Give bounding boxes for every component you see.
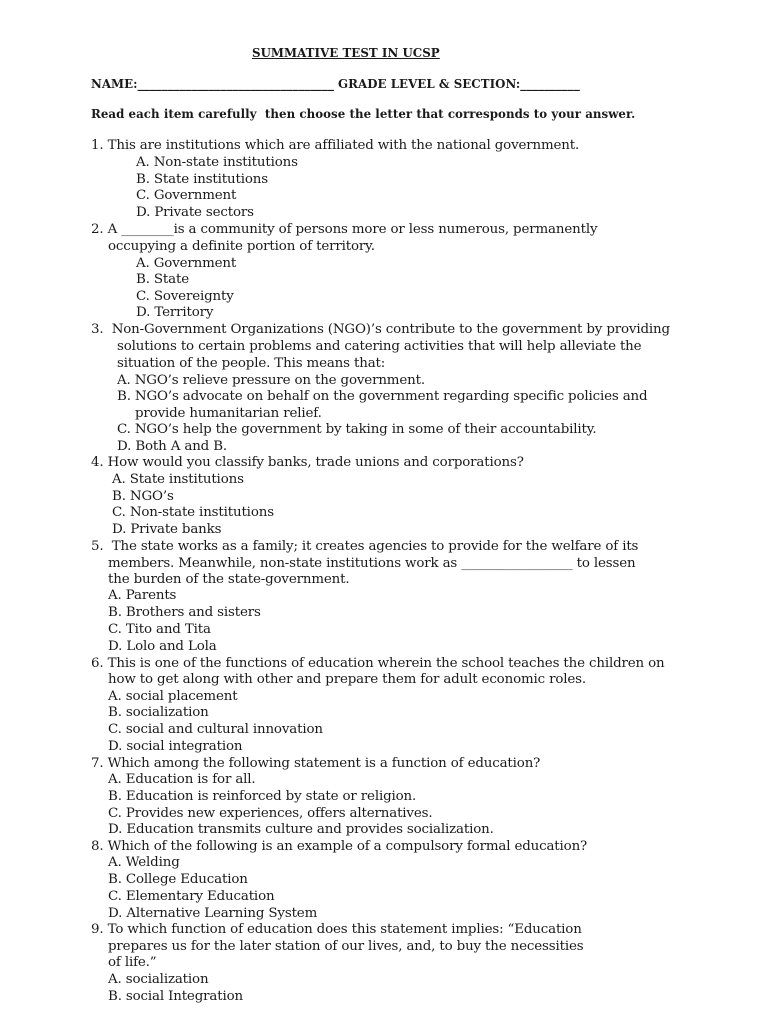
q3-choice-a: A. NGO’s relieve pressure on the government. (117, 373, 425, 388)
q3-choice-d: D. Both A and B. (117, 439, 227, 454)
q3-choice-b: B. NGO’s advocate on behalf on the government regarding specific policies and (117, 389, 648, 404)
q4-choice-b: B. NGO’s (112, 489, 174, 504)
q7-choice-d: D. Education transmits culture and provides socialization. (108, 822, 494, 837)
question-9-stem-cont: of life.” (108, 955, 157, 970)
q8-choice-b: B. College Education (108, 872, 248, 887)
question-6-stem-cont: how to get along with other and prepare them for adult economic roles. (108, 672, 587, 687)
q9-choice-a: A. socialization (108, 972, 209, 987)
q4-choice-d: D. Private banks (112, 522, 222, 537)
q2-choice-b: B. State (136, 272, 189, 287)
question-3-stem-cont: solutions to certain problems and catering activities that will help alleviate the (117, 339, 642, 354)
question-2-stem-cont: occupying a definite portion of territory. (108, 239, 375, 254)
q4-choice-c: C. Non-state institutions (112, 505, 274, 520)
q7-choice-a: A. Education is for all. (108, 772, 256, 787)
question-9-stem: 9. To which function of education does this statement implies: “Education (91, 922, 582, 937)
q6-choice-d: D. social integration (108, 739, 243, 754)
question-5-stem-cont: members. Meanwhile, non-state institutions work as _________________ to lessen (108, 556, 636, 571)
q9-choice-b: B. social Integration (108, 989, 243, 1004)
q7-choice-c: C. Provides new experiences, offers alternatives. (108, 806, 433, 821)
q6-choice-c: C. social and cultural innovation (108, 722, 323, 737)
question-6-stem: 6. This is one of the functions of education wherein the school teaches the children on (91, 656, 665, 671)
question-5-stem-cont: the burden of the state-government. (108, 572, 350, 587)
q8-choice-d: D. Alternative Learning System (108, 906, 318, 921)
q5-choice-b: B. Brothers and sisters (108, 605, 261, 620)
page-title: SUMMATIVE TEST IN UCSP (252, 46, 440, 60)
q8-choice-a: A. Welding (108, 855, 180, 870)
q5-choice-c: C. Tito and Tita (108, 622, 211, 637)
q3-choice-b-cont: provide humanitarian relief. (135, 406, 322, 421)
q1-choice-c: C. Government (136, 188, 237, 203)
instructions: Read each item carefully then choose the letter that corresponds to your answer. (91, 107, 636, 121)
question-1-stem: 1. This are institutions which are affiliated with the national government. (91, 138, 580, 153)
q2-choice-d: D. Territory (136, 305, 214, 320)
question-3-stem-cont: situation of the people. This means that: (117, 356, 386, 371)
q1-choice-d: D. Private sectors (136, 205, 254, 220)
q4-choice-a: A. State institutions (112, 472, 244, 487)
q5-choice-d: D. Lolo and Lola (108, 639, 217, 654)
q2-choice-a: A. Government (136, 256, 237, 271)
q6-choice-a: A. social placement (108, 689, 238, 704)
question-5-stem: 5. The state works as a family; it creates agencies to provide for the welfare of its (91, 539, 639, 554)
q7-choice-b: B. Education is reinforced by state or religion. (108, 789, 417, 804)
q6-choice-b: B. socialization (108, 705, 209, 720)
question-9-stem-cont: prepares us for the later station of our lives, and, to buy the necessities (108, 939, 584, 954)
question-4-stem: 4. How would you classify banks, trade unions and corporations? (91, 455, 524, 470)
q2-choice-c: C. Sovereignty (136, 289, 234, 304)
q8-choice-c: C. Elementary Education (108, 889, 275, 904)
question-8-stem: 8. Which of the following is an example of a compulsory formal education? (91, 839, 588, 854)
q1-choice-a: A. Non-state institutions (136, 155, 298, 170)
q3-choice-c: C. NGO’s help the government by taking in some of their accountability. (117, 422, 597, 437)
q5-choice-a: A. Parents (108, 588, 177, 603)
question-2-stem: 2. A ________is a community of persons more or less numerous, permanently (91, 222, 598, 237)
question-7-stem: 7. Which among the following statement is a function of education? (91, 756, 541, 771)
q1-choice-b: B. State institutions (136, 172, 268, 187)
question-3-stem: 3. Non-Government Organizations (NGO)’s contribute to the government by providing (91, 322, 670, 337)
name-grade-line: NAME:_________________________________ GRADE LEVEL & SECTION:__________ (91, 77, 580, 91)
